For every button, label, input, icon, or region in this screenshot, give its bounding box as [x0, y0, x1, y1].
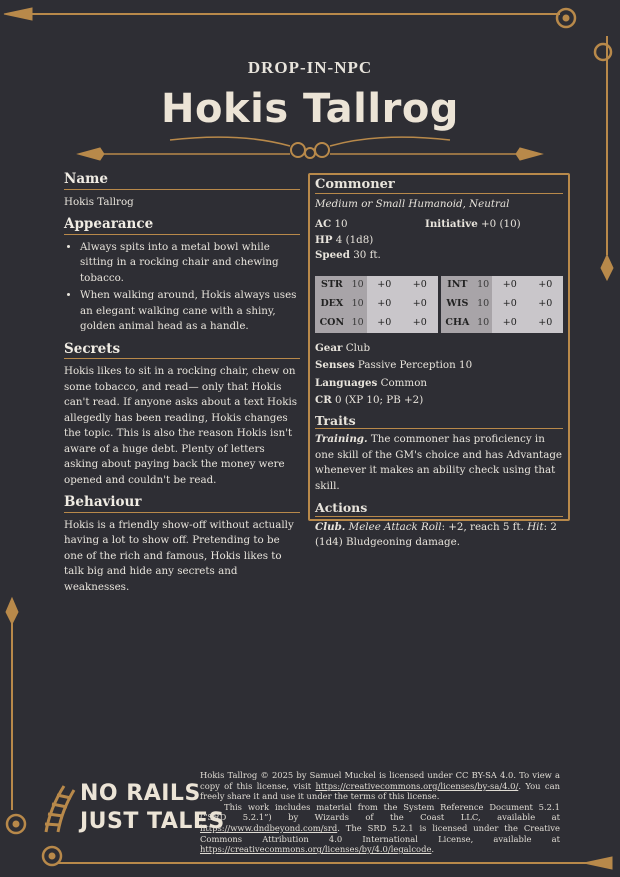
license-text-segment: . You can freely share it and use it under the terms of this license.: [200, 780, 560, 802]
hp-value: 4 (1d8): [335, 233, 374, 246]
actions-heading: Actions: [315, 500, 563, 517]
behaviour-text: Hokis is a friendly show-off without actually having a lot to show off. Pretending to be one of the rich and famous, Hokis likes to talk big and hide any secrets and weaknesses.: [64, 518, 294, 593]
ability-save: +0: [402, 276, 437, 295]
license-text-segment: Hokis Tallrog © 2025 by Samuel Muckel is licensed under CC BY-SA 4.0. To view a copy of this license, visit: [200, 770, 560, 791]
ability-score: 10: [474, 314, 492, 333]
ability-mod: +0: [492, 295, 527, 314]
action-entry: [315, 520, 563, 551]
statblock-title: Commoner: [315, 177, 563, 194]
table-row: [315, 314, 438, 333]
license-link-cc-by[interactable]: https://creativecommons.org/licenses/by/4.0/legalcode: [200, 844, 432, 855]
ability-scores: [315, 276, 563, 333]
ability-mod: +0: [367, 295, 402, 314]
secrets-text: Hokis likes to sit in a rocking chair, chew on some tobacco, and read— only that Hokis can't read. If anyone asks about a text Hokis allegedly has been reading, Hokis changes the topic. This is also the reason Hokis isn't aware of a huge debt. Plenty of letters asking about paying back the money were opened and couldn't be read.: [64, 365, 298, 486]
rail-track-icon: [42, 782, 76, 834]
ability-score: 10: [474, 295, 492, 314]
action-type: Melee Attack Roll: [348, 520, 442, 533]
license-text-segment: .: [431, 844, 435, 855]
hp-label: HP: [315, 233, 333, 246]
ability-name: CHA: [441, 314, 475, 333]
senses-row: [315, 358, 563, 374]
ability-score: 10: [474, 276, 492, 295]
languages-label: Languages: [315, 376, 378, 389]
ability-mod: +0: [367, 276, 402, 295]
ability-mod: +0: [492, 314, 527, 333]
appearance-section: [64, 217, 300, 335]
ability-save: +0: [528, 314, 563, 333]
list-item: • When walking around, Hokis always uses an elegant walking cane with a shiny, golden animal head as a handle.: [80, 288, 300, 335]
languages-value: Common: [380, 376, 428, 389]
ability-save: +0: [528, 276, 563, 295]
table-row: [315, 295, 438, 314]
appearance-heading: Appearance: [64, 217, 300, 235]
gear-value: Club: [345, 341, 371, 354]
license-paragraph-1: [200, 770, 560, 802]
name-value: Hokis Tallrog: [64, 195, 134, 208]
ability-save: +0: [528, 295, 563, 314]
page-kicker: DROP-IN-NPC: [247, 58, 373, 77]
logo-line-1: NO RAILS: [80, 781, 201, 806]
ability-name: DEX: [315, 295, 349, 314]
speed-row: [315, 248, 563, 264]
ability-name: INT: [441, 276, 475, 295]
ability-name: WIS: [441, 295, 475, 314]
ability-score: 10: [349, 276, 367, 295]
appearance-list: [64, 240, 300, 335]
initiative-label: Initiative: [425, 218, 478, 230]
speed-value: 30 ft.: [353, 249, 381, 261]
cr-label: CR: [315, 394, 332, 406]
table-row: [441, 276, 564, 295]
ac-label: AC: [315, 218, 332, 230]
behaviour-section: [64, 495, 300, 595]
ability-score: 10: [349, 295, 367, 314]
trait-text: The commoner has proficiency in one skill of the GM's choice and has Advantage whenever it makes an ability check using that skill.: [315, 433, 563, 492]
secrets-section: [64, 342, 300, 489]
ac-value: 10: [334, 218, 348, 230]
action-name: Club.: [315, 520, 346, 533]
stat-block: [308, 173, 570, 548]
name-heading: Name: [64, 172, 300, 190]
languages-row: [315, 376, 563, 392]
ability-table-right: [441, 276, 564, 333]
trait-entry: [315, 432, 563, 494]
ability-table-left: [315, 276, 438, 333]
license-link-cc-by-sa[interactable]: https://creativecommons.org/licenses/by-sa/4.0/: [315, 780, 519, 791]
cr-row: [315, 393, 563, 409]
traits-heading: Traits: [315, 413, 563, 430]
hp-row: [315, 233, 563, 249]
behaviour-heading: Behaviour: [64, 495, 300, 513]
table-row: [315, 276, 438, 295]
name-section: [64, 172, 300, 210]
action-text-2: : 2 (1d4) Bludgeoning damage.: [315, 520, 557, 548]
license-text: [200, 770, 560, 855]
ability-score: 10: [349, 314, 367, 333]
cr-value: 0 (XP 10; PB +2): [335, 394, 424, 406]
action-text-1: : +2, reach 5 ft.: [441, 520, 524, 533]
logo-line-2: JUST TALES: [80, 809, 225, 834]
gear-row: [315, 341, 563, 357]
senses-label: Senses: [315, 359, 355, 371]
speed-label: Speed: [315, 249, 350, 261]
npc-description: [64, 172, 300, 602]
license-paragraph-2: [200, 802, 560, 855]
ability-mod: +0: [367, 314, 402, 333]
gear-label: Gear: [315, 341, 343, 354]
table-row: [441, 314, 564, 333]
page-title: Hokis Tallrog: [161, 86, 459, 132]
ability-save: +0: [402, 295, 437, 314]
ac-init-row: [315, 217, 563, 233]
license-text-segment: . The SRD 5.2.1 is licensed under the Creative Commons Attribution 4.0 International License, available at: [200, 822, 560, 844]
senses-value: Passive Perception 10: [357, 359, 473, 371]
ability-name: STR: [315, 276, 349, 295]
ability-mod: +0: [492, 276, 527, 295]
table-row: [441, 295, 564, 314]
srd-link[interactable]: https://www.dndbeyond.com/srd: [200, 822, 338, 833]
list-item: • Always spits into a metal bowl while sitting in a rocking chair and chewing tobacco.: [80, 240, 300, 287]
initiative-value: +0 (10): [481, 218, 521, 230]
secrets-heading: Secrets: [64, 342, 300, 360]
ability-save: +0: [402, 314, 437, 333]
action-hit-label: Hit: [527, 520, 544, 533]
statblock-subtitle: Medium or Small Humanoid, Neutral: [315, 197, 510, 210]
ability-name: CON: [315, 314, 349, 333]
trait-name: Training.: [315, 433, 368, 445]
license-text-segment: This work includes material from the System Reference Document 5.2.1 (“SRD 5.2.1”) by Wizards of the Coast LLC, available at: [200, 801, 560, 823]
